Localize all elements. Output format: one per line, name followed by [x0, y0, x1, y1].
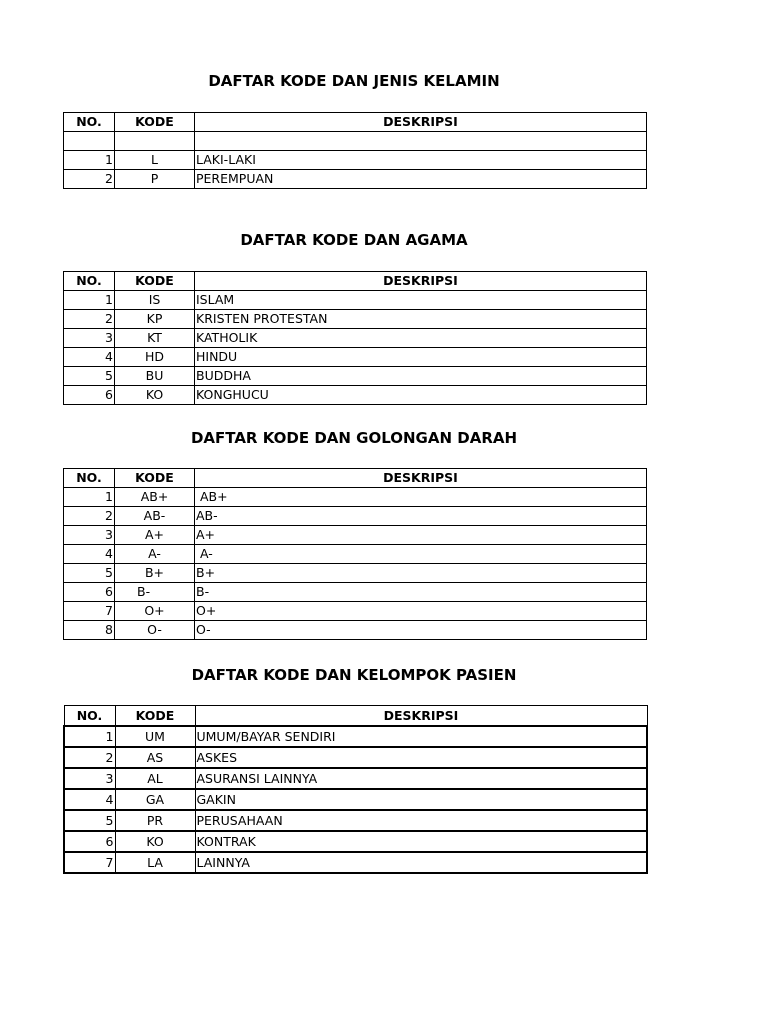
- column-header-kode: KODE: [115, 469, 195, 488]
- row-no: 3: [64, 768, 115, 789]
- row-deskripsi: LAKI-LAKI: [195, 151, 647, 170]
- row-no: 1: [64, 488, 115, 507]
- row-no: 4: [64, 789, 115, 810]
- row-deskripsi: KONTRAK: [195, 831, 647, 852]
- row-kode: KP: [115, 310, 195, 329]
- patient-code-table: [63, 705, 648, 874]
- table-header-row: [64, 113, 647, 132]
- table-row: [64, 386, 647, 405]
- table-row: [64, 747, 647, 768]
- row-kode: AB+: [115, 488, 195, 507]
- column-header-kode: KODE: [115, 706, 195, 727]
- row-no: 2: [64, 747, 115, 768]
- table-row: [64, 726, 647, 747]
- row-kode: PR: [115, 810, 195, 831]
- row-deskripsi: AB-: [195, 507, 647, 526]
- row-no: 6: [64, 386, 115, 405]
- table-row: [64, 170, 647, 189]
- row-deskripsi: A+: [195, 526, 647, 545]
- row-deskripsi: ASURANSI LAINNYA: [195, 768, 647, 789]
- row-kode: KT: [115, 329, 195, 348]
- row-kode: BU: [115, 367, 195, 386]
- row-deskripsi: UMUM/BAYAR SENDIRI: [195, 726, 647, 747]
- row-deskripsi: KRISTEN PROTESTAN: [195, 310, 647, 329]
- row-no: [64, 132, 115, 151]
- gender-section-title: DAFTAR KODE DAN JENIS KELAMIN: [208, 72, 500, 90]
- row-kode: O-: [115, 621, 195, 640]
- table-row: [64, 329, 647, 348]
- row-no: 4: [64, 348, 115, 367]
- row-no: 5: [64, 810, 115, 831]
- row-kode: KO: [115, 831, 195, 852]
- column-header-no: NO.: [64, 272, 115, 291]
- column-header-kode: KODE: [115, 272, 195, 291]
- row-deskripsi: GAKIN: [195, 789, 647, 810]
- blood-section-title: DAFTAR KODE DAN GOLONGAN DARAH: [190, 429, 518, 447]
- row-deskripsi: B+: [195, 564, 647, 583]
- row-kode: B+: [115, 564, 195, 583]
- row-deskripsi: O+: [195, 602, 647, 621]
- table-row: [64, 602, 647, 621]
- row-no: 6: [64, 583, 115, 602]
- row-no: 1: [64, 151, 115, 170]
- row-no: 3: [64, 526, 115, 545]
- column-header-no: NO.: [64, 706, 115, 727]
- row-kode: IS: [115, 291, 195, 310]
- column-header-deskripsi: DESKRIPSI: [195, 469, 647, 488]
- row-kode: AS: [115, 747, 195, 768]
- row-kode: KO: [115, 386, 195, 405]
- table-row: [64, 564, 647, 583]
- row-no: 7: [64, 852, 115, 873]
- table-header-row: [64, 706, 647, 727]
- row-deskripsi: PEREMPUAN: [195, 170, 647, 189]
- row-kode: UM: [115, 726, 195, 747]
- table-row: [64, 810, 647, 831]
- row-kode: O+: [115, 602, 195, 621]
- row-deskripsi: ISLAM: [195, 291, 647, 310]
- row-deskripsi: LAINNYA: [195, 852, 647, 873]
- row-no: 5: [64, 367, 115, 386]
- row-no: 8: [64, 621, 115, 640]
- row-kode: P: [115, 170, 195, 189]
- row-kode: AL: [115, 768, 195, 789]
- row-kode: HD: [115, 348, 195, 367]
- row-kode: A+: [115, 526, 195, 545]
- gender-code-table: [63, 112, 647, 189]
- row-no: 3: [64, 329, 115, 348]
- column-header-deskripsi: DESKRIPSI: [195, 706, 647, 727]
- table-row: [64, 507, 647, 526]
- table-header-row: [64, 469, 647, 488]
- religion-section-title: DAFTAR KODE DAN AGAMA: [240, 231, 468, 249]
- row-no: 2: [64, 170, 115, 189]
- blood-code-table: [63, 468, 647, 640]
- table-row: [64, 789, 647, 810]
- row-deskripsi: ASKES: [195, 747, 647, 768]
- patient-section-title: DAFTAR KODE DAN KELOMPOK PASIEN: [191, 666, 517, 684]
- column-header-deskripsi: DESKRIPSI: [195, 113, 647, 132]
- row-kode: AB-: [115, 507, 195, 526]
- religion-code-table: [63, 271, 647, 405]
- column-header-no: NO.: [64, 469, 115, 488]
- table-row: [64, 132, 647, 151]
- table-row: [64, 545, 647, 564]
- row-no: 1: [64, 291, 115, 310]
- table-row: [64, 310, 647, 329]
- table-row: [64, 151, 647, 170]
- row-no: 4: [64, 545, 115, 564]
- row-deskripsi: [195, 132, 647, 151]
- row-kode: A-: [115, 545, 195, 564]
- row-no: 1: [64, 726, 115, 747]
- row-deskripsi: KONGHUCU: [195, 386, 647, 405]
- row-deskripsi: O-: [195, 621, 647, 640]
- row-kode: B-: [115, 583, 195, 602]
- row-deskripsi: PERUSAHAAN: [195, 810, 647, 831]
- table-row: [64, 348, 647, 367]
- row-no: 2: [64, 507, 115, 526]
- table-row: [64, 367, 647, 386]
- table-header-row: [64, 272, 647, 291]
- table-row: [64, 621, 647, 640]
- row-kode: [115, 132, 195, 151]
- row-deskripsi: KATHOLIK: [195, 329, 647, 348]
- table-row: [64, 291, 647, 310]
- table-row: [64, 583, 647, 602]
- table-row: [64, 768, 647, 789]
- row-deskripsi: HINDU: [195, 348, 647, 367]
- column-header-deskripsi: DESKRIPSI: [195, 272, 647, 291]
- row-no: 6: [64, 831, 115, 852]
- row-deskripsi: BUDDHA: [195, 367, 647, 386]
- row-kode: L: [115, 151, 195, 170]
- row-deskripsi: AB+: [195, 488, 647, 507]
- row-deskripsi: B-: [195, 583, 647, 602]
- table-row: [64, 831, 647, 852]
- table-row: [64, 526, 647, 545]
- table-row: [64, 488, 647, 507]
- row-kode: LA: [115, 852, 195, 873]
- row-no: 2: [64, 310, 115, 329]
- row-kode: GA: [115, 789, 195, 810]
- row-no: 5: [64, 564, 115, 583]
- row-no: 7: [64, 602, 115, 621]
- column-header-no: NO.: [64, 113, 115, 132]
- table-row: [64, 852, 647, 873]
- column-header-kode: KODE: [115, 113, 195, 132]
- row-deskripsi: A-: [195, 545, 647, 564]
